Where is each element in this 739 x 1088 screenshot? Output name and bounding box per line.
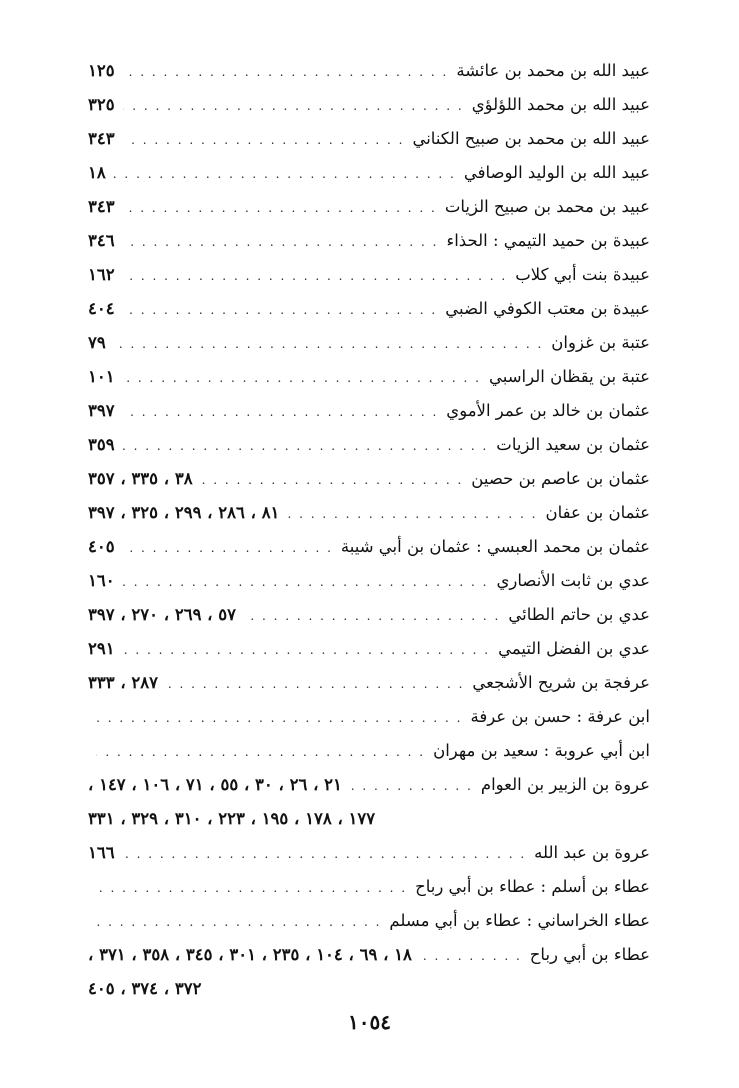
entry-pages: ٣٢٥ bbox=[88, 95, 115, 114]
entry-pages-continued: ٣٧٢ ، ٣٧٤ ، ٤٠٥ bbox=[88, 979, 202, 998]
entry-pages: ١٨ ، ٦٩ ، ١٠٤ ، ٢٣٥ ، ٣٠١ ، ٣٤٥ ، ٣٥٨ ، ٣٧١ ، bbox=[88, 945, 412, 964]
entry-name: عدي بن حاتم الطائي bbox=[508, 605, 650, 624]
entry-pages: ٧٩ bbox=[88, 333, 106, 352]
entry-name: عبيد الله بن محمد اللؤلؤي bbox=[471, 95, 650, 114]
dot-leader bbox=[123, 123, 405, 157]
index-entry bbox=[88, 530, 650, 564]
index-entry bbox=[88, 394, 650, 428]
entry-name: عبيد الله بن محمد بن صبيح الكناني bbox=[412, 129, 650, 148]
entry-name: عتبة بن غزوان bbox=[551, 333, 650, 352]
index-entry bbox=[88, 190, 650, 224]
entry-pages: ١٦٠ bbox=[88, 571, 115, 590]
dot-leader bbox=[123, 225, 439, 259]
entry-pages: ٢١ ، ٢٦ ، ٣٠ ، ٥٥ ، ٧١ ، ١٠٦ ، ١٤٧ ، bbox=[88, 775, 342, 794]
index-entry bbox=[88, 904, 650, 938]
index-entry bbox=[88, 700, 650, 734]
index-entry bbox=[88, 496, 650, 530]
entry-name: ابن عرفة : حسن بن عرفة bbox=[470, 707, 650, 726]
entry-pages-continued: ١٧٧ ، ١٧٨ ، ١٩٥ ، ٢٢٣ ، ٣١٠ ، ٣٢٩ ، ٣٣١ bbox=[88, 809, 376, 828]
dot-leader bbox=[123, 259, 508, 293]
dot-leader bbox=[96, 905, 381, 939]
dot-leader bbox=[96, 735, 425, 769]
dot-leader bbox=[420, 939, 522, 973]
entry-name: عثمان بن خالد بن عمر الأموي bbox=[446, 401, 650, 420]
entry-name: عتبة بن يقظان الراسبي bbox=[488, 367, 650, 386]
dot-leader bbox=[96, 701, 462, 735]
dot-leader bbox=[287, 497, 537, 531]
entry-pages: ١٦٢ bbox=[88, 265, 115, 284]
entry-name: عبيدة بن معتب الكوفي الضبي bbox=[445, 299, 650, 318]
dot-leader bbox=[123, 89, 464, 123]
entry-pages: ٣٨ ، ٣٣٥ ، ٣٥٧ bbox=[88, 469, 193, 488]
dot-leader bbox=[350, 769, 473, 803]
entry-name: عبيدة بن حميد التيمي : الحذاء bbox=[446, 231, 650, 250]
entry-pages: ٨١ ، ٢٨٦ ، ٢٩٩ ، ٣٢٥ ، ٣٩٧ bbox=[88, 503, 280, 522]
index-entry bbox=[88, 428, 650, 462]
dot-leader bbox=[123, 191, 437, 225]
index-entry bbox=[88, 224, 650, 258]
dot-leader bbox=[166, 667, 464, 701]
index-entry bbox=[88, 870, 650, 904]
index-entry bbox=[88, 258, 650, 292]
entry-pages: ٣٤٦ bbox=[88, 231, 115, 250]
dot-leader bbox=[201, 463, 464, 497]
index-entry bbox=[88, 360, 650, 394]
dot-leader bbox=[114, 327, 544, 361]
entry-name: عثمان بن عفان bbox=[545, 503, 650, 522]
index-list bbox=[88, 54, 650, 1006]
entry-name: عبيد بن محمد بن صبيح الزيات bbox=[444, 197, 650, 216]
entry-name: عثمان بن سعيد الزيات bbox=[496, 435, 650, 454]
dot-leader bbox=[114, 157, 456, 191]
entry-name: عدي بن ثابت الأنصاري bbox=[496, 571, 650, 590]
entry-pages: ٤٠٤ bbox=[88, 299, 115, 318]
entry-pages: ١٢٥ bbox=[88, 61, 115, 80]
entry-name: عطاء بن أبي رباح bbox=[529, 945, 650, 964]
entry-name: عثمان بن عاصم بن حصين bbox=[471, 469, 650, 488]
index-entry bbox=[88, 564, 650, 598]
dot-leader bbox=[96, 871, 407, 905]
index-entry bbox=[88, 666, 650, 700]
index-entry bbox=[88, 632, 650, 666]
entry-name: عبيدة بنت أبي كلاب bbox=[515, 265, 650, 284]
entry-name: ابن أبي عروبة : سعيد بن مهران bbox=[433, 741, 650, 760]
index-entry bbox=[88, 54, 650, 88]
index-entry bbox=[88, 292, 650, 326]
entry-pages: ٢٨٧ ، ٣٣٣ bbox=[88, 673, 159, 692]
index-entry bbox=[88, 156, 650, 190]
index-entry bbox=[88, 462, 650, 496]
entry-pages: ١٠١ bbox=[88, 367, 115, 386]
entry-name: عطاء بن أسلم : عطاء بن أبي رباح bbox=[415, 877, 650, 896]
dot-leader bbox=[123, 361, 481, 395]
entry-pages: ٣٩٧ bbox=[88, 401, 115, 420]
entry-name: عطاء الخراساني : عطاء بن أبي مسلم bbox=[389, 911, 650, 930]
entry-pages: ٤٠٥ bbox=[88, 537, 115, 556]
entry-pages: ٢٩١ bbox=[88, 639, 115, 658]
index-entry bbox=[88, 768, 650, 802]
index-entry bbox=[88, 836, 650, 870]
entry-name: عبيد الله بن الوليد الوصافي bbox=[463, 163, 650, 182]
entry-name: عروة بن عبد الله bbox=[534, 843, 650, 862]
entry-name: عبيد الله بن محمد بن عائشة bbox=[456, 61, 650, 80]
index-entry bbox=[88, 122, 650, 156]
index-entry bbox=[88, 598, 650, 632]
entry-pages: ٣٥٩ bbox=[88, 435, 115, 454]
index-entry bbox=[88, 938, 650, 972]
index-entry bbox=[88, 734, 650, 768]
entry-pages: ٣٤٣ bbox=[88, 129, 115, 148]
dot-leader bbox=[123, 565, 489, 599]
page-number: ١٠٥٤ bbox=[348, 1010, 391, 1034]
entry-name: عدي بن الفضل التيمي bbox=[498, 639, 650, 658]
index-entry bbox=[88, 326, 650, 360]
entry-pages: ٥٧ ، ٢٦٩ ، ٢٧٠ ، ٣٩٧ bbox=[88, 605, 236, 624]
entry-name: عروة بن الزبير بن العوام bbox=[480, 775, 650, 794]
dot-leader bbox=[123, 429, 489, 463]
entry-pages: ١٦٦ bbox=[88, 843, 115, 862]
index-entry bbox=[88, 88, 650, 122]
dot-leader bbox=[123, 531, 333, 565]
entry-name: عثمان بن محمد العبسي : عثمان بن أبي شيبة bbox=[340, 537, 650, 556]
entry-pages: ٣٤٣ bbox=[88, 197, 115, 216]
dot-leader bbox=[123, 633, 490, 667]
dot-leader bbox=[244, 599, 500, 633]
dot-leader bbox=[123, 837, 527, 871]
entry-pages: ١٨ bbox=[88, 163, 106, 182]
entry-name: عرفجة بن شريح الأشجعي bbox=[472, 673, 650, 692]
dot-leader bbox=[123, 293, 438, 327]
dot-leader bbox=[123, 55, 449, 89]
dot-leader bbox=[123, 395, 439, 429]
